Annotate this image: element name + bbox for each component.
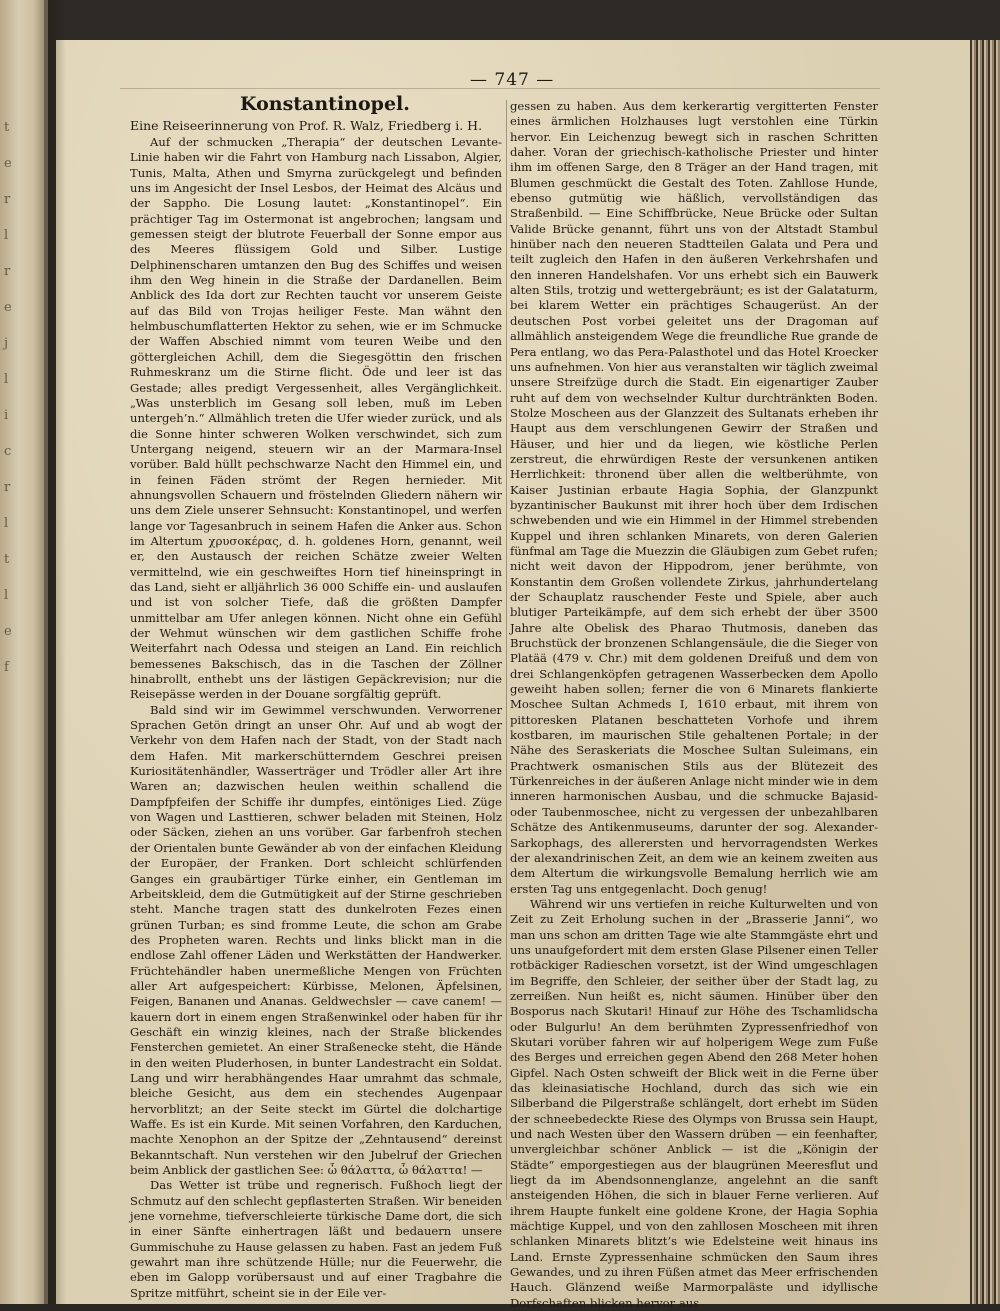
page-block-edge (970, 40, 1000, 1304)
page-number: — 747 — (470, 70, 555, 90)
facing-page-fragments: t e r l r e j l i c r l t l e f (4, 120, 12, 675)
paragraph: Das Wetter ist trübe und regnerisch. Fußhoch liegt der Schmutz auf den schlecht gepflasterten Straßen. Wir beneiden jene vornehme, tiefverschleierte türkische Dame dort, die sich in einer Sänfte einhertragen läßt und bedauern unsere Gummischuhe zu Hause gelassen zu haben. Fast an jedem Fuß gewahrt man ihre schützende Hülle; nur die Feuerwehr, die eben im Galopp vorübersaust und auf einer Tragbahre die Spritze mitführt, scheint sie in der Eile ver- (130, 1178, 502, 1300)
paragraph: Bald sind wir im Gewimmel verschwunden. Verworrener Sprachen Getön dringt an unser Ohr. Auf und ab wogt der Verkehr von dem Hafen nach der Stadt, von der Stadt nach dem Hafen. Mit markerschütterndem Geschrei preisen Kuriositätenhändler, Wasserträger und Trödler aller Art ihre Waren an; dazwischen heulen weithin schallend die Dampfpfeifen der Schiffe ihr dumpfes, eintöniges Lied. Züge von Wagen und Lasttieren, schwer beladen mit Steinen, Holz oder Säcken, ziehen an uns vorüber. Gar farbenfroh stechen der Orientalen bunte Gewänder ab von der einfachen Kleidung der Europäer, der Franken. Dort schleicht schlürfenden Ganges ein graubärtiger Türke einher, ein Gentleman im Arbeitskleid, dem die Gutmütigkeit auf der Stirne geschrieben steht. Manche tragen statt des dunkelroten Fezes einen grünen Turban; es sind fromme Leute, die schon am Grabe des Propheten waren. Rechts und links blickt man in die endlose Zahl offener Läden und Werkstätten der Handwerker. Früchtehändler haben unermeßliche Mengen von Früchten aller Art aufgespeichert: Kürbisse, Melonen, Äpfelsinen, Feigen, Bananen und Ananas. Geldwechsler — cave canem! — kauern dort in einem engen Straßenwinkel oder haben für ihr Geschäft ein winzig kleines, nach der Straße blickendes Fensterchen gemietet. An einer Straßenecke steht, die Hände in den weiten Pluderhosen, in bunter Landestracht ein Soldat. Lang und wirr herabhängendes Haar umrahmt das schmale, bleiche Gesicht, aus dem ein stechendes Augenpaar hervorblitzt; an der Seite steckt im Gürtel die dolchartige Waffe. Es ist ein Kurde. Mit seinen Vorfahren, den Karduchen, machte Xenophon an der Spitze der „Zehntausend“ dereinst Bekanntschaft. Nun verstehen wir den Jubelruf der Griechen beim Anblick der gastlichen See: ὦ θάλαττα, ὦ θάλαττα! — (130, 702, 502, 1178)
scan-top-border (56, 0, 1000, 40)
column-divider (506, 100, 507, 1200)
paragraph: Während wir uns vertiefen in reiche Kulturwelten und von Zeit zu Zeit Erholung suchen in der „Brasserie Janni“, wo man uns schon am dritten Tage wie alte Stammgäste ehrt und uns unaufgefordert mit dem ersten Glase Pilsener einen Teller rotbäckiger Radieschen vorsetzt, ist der Wind umgeschlagen im Begriffe, den Schleier, der seither über der Stadt lag, zu zerreißen. Nun heißt es, nicht säumen. Hinüber über den Bosporus nach Skutari! Hinauf zur Höhe des Tschamlidscha oder Bulgurlu! An dem berühmten Zypressenfriedhof von Skutari vorüber fahren wir auf holperigem Wege zum Fuße des Berges und erreichen gegen Abend den 268 Meter hohen Gipfel. Nach Osten schweift der Blick weit in die Ferne über das kleinasiatische Hochland, durch das sich wie ein Silberband die Pilgerstraße schlängelt, dort erhebt im Süden der schneebedeckte Riese des Olymps von Brussa sein Haupt, und nach Westen über den Wassern drüben — ein feenhafter, unvergleichbar schöner Anblick — ist die „Königin der Städte“ emporgestiegen aus der blaugrünen Meeresflut und liegt da im Abendsonnenglanze, angelehnt an die sanft ansteigenden Höhen, die sich in blauer Ferne verlieren. Auf ihrem Haupte funkelt eine goldene Krone, der Hagia Sophia mächtige Kuppel, und von den zahllosen Moscheen mit ihren schlanken Minarets blitzt’s wie Edelsteine weit hinaus ins Land. Ernste Zypressenhaine schmücken den Saum ihres Gewandes, und zu ihren Füßen atmet das Meer erfrischenden Hauch. Glänzend weiße Marmorpaläste und idyllische Dorfschaften blicken hervor aus (510, 896, 878, 1310)
gutter-shadow (44, 0, 66, 1304)
facing-page-edge (0, 0, 48, 1304)
text-column-left (130, 135, 502, 1300)
paragraph: Auf der schmucken „Therapia“ der deutschen Levante-Linie haben wir die Fahrt von Hamburg nach Lissabon, Algier, Tunis, Malta, Athen und Smyrna zurückgelegt und befinden uns im Angesicht der Insel Lesbos, der Heimat des Alcäus und der Sappho. Die Losung lautet: „Konstantinopel“. Ein prächtiger Tag im Ostermonat ist angebrochen; langsam und gemessen steigt der blutrote Feuerball der Sonne empor aus des Meeres flüssigem Gold und Silber. Lustige Delphinenscharen umtanzen den Bug des Schiffes und weisen ihm den Weg hinein in die Straße der Dardanellen. Beim Anblick des Ida dort zur Rechten taucht vor unserem Geiste auf das Bild von Trojas heiliger Feste. Man wähnt den helmbuschumflatterten Hektor zu sehen, wie er im Schmucke der Waffen Abschied nimmt vom teuren Weibe und den göttergleichen Achill, dem die Siegesgöttin den frischen Ruhmeskranz um die Stirne flicht. Öde und leer ist das Gestade; alles predigt Vergessenheit, alles Vergänglichkeit. „Was unsterblich im Gesang soll leben, muß im Leben untergeh’n.“ Allmählich treten die Ufer wieder zurück, und als die Sonne hinter schweren Wolken verschwindet, sich zum Untergang neigend, steuern wir an der Marmara-Insel vorüber. Bald hüllt pechschwarze Nacht den Himmel ein, und in feinen Fäden strömt der Regen hernieder. Mit ahnungsvollen Schauern und fröstelnden Gliedern nähern wir uns dem Ziele unserer Sehnsucht: Konstantinopel, und werfen lange vor Tagesanbruch in seinem Hafen die Anker aus. Schon im Altertum χρυσοκέρας, d. h. goldenes Horn, genannt, weil er, den Austausch der reichen Schätze zweier Welten vermittelnd, wie ein geschweiftes Horn tief hineinspringt in das Land, sieht er alljährlich 36 000 Schiffe ein- und auslaufen und ist von solcher Tiefe, daß die größten Dampfer unmittelbar am Ufer anlegen können. Nicht ohne ein Gefühl der Wehmut wünschen wir dem gastlichen Schiffe frohe Weiterfahrt nach Odessa und steigen an Land. Ein reichlich bemessenes Bakschisch, das in die Taschen der Zöllner hinabrollt, enthebt uns der lästigen Gepäckrevision; nur die Reisepässe werden in der Douane sorgfältig geprüft. (130, 135, 502, 702)
text-column-right (510, 99, 878, 1310)
article-title: Konstantinopel. (240, 93, 410, 115)
paragraph: gessen zu haben. Aus dem kerkerartig vergitterten Fenster eines ärmlichen Holzhauses lugt verstohlen eine Türkin hervor. Ein Leichenzug bewegt sich in raschen Schritten daher. Voran der griechisch-katholische Priester und hinter ihm im offenen Sarge, den 8 Träger an der Hand tragen, mit Blumen geschmückt die Gestalt des Toten. Zahllose Hunde, ebenso gutmütig wie häßlich, vervollständigen das Straßenbild. — Eine Schiffbrücke, Neue Brücke oder Sultan Valide Brücke genannt, führt uns von der Altstadt Stambul hinüber nach den neueren Stadtteilen Galata und Pera und teilt zugleich den Hafen in den äußeren Verkehrshafen und den inneren Handelshafen. Vor uns erhebt sich ein Bauwerk alten Stils, trotzig und wettergebräunt; es ist der Galataturm, bei klarem Wetter ein prächtiges Schaugerüst. An der deutschen Post vorbei geleitet uns der Dragoman auf allmählich ansteigendem Wege die freundliche Rue grande de Pera entlang, wo das Pera-Palasthotel und das Hotel Kroecker uns aufnehmen. Von hier aus veranstalten wir täglich zweimal unsere Streifzüge durch die Stadt. Ein eigenartiger Zauber ruht auf dem von wechselnder Kultur durchtränkten Boden. Stolze Moscheen aus der Glanzzeit des Sultanats erheben ihr Haupt aus dem verschlungenen Gewirr der Straßen und Häuser, und hier und da liegen, wie köstliche Perlen zerstreut, die ehrwürdigen Reste der versunkenen antiken Herrlichkeit: thronend über allen die weltberühmte, von Kaiser Justinian erbaute Hagia Sophia, der Glanzpunkt byzantinischer Baukunst mit ihrer hoch über dem Irdischen schwebenden und wie ein Himmel in der Himmel strebenden Kuppel und ihren schlanken Minarets, von deren Galerien fünfmal am Tage die Muezzin die Gläubigen zum Gebet rufen; nicht weit davon der Hippodrom, jener berühmte, von Konstantin dem Großen vollendete Zirkus, jahrhundertelang der Schauplatz rauschender Feste und Spiele, aber auch blutiger Parteikämpfe, auf dem sich erhebt der über 3500 Jahre alte Obelisk des Pharao Thutmosis, daneben das Bruchstück der bronzenen Schlangensäule, die die Sieger von Platää (479 v. Chr.) mit dem goldenen Dreifuß und dem von drei Schlangenköpfen getragenen Wasserbecken dem Apollo geweiht haben sollen; ferner die von 6 Minarets flankierte Moschee Sultan Achmeds I, 1610 erbaut, mit ihrem von pittoresken Platanen beschatteten Vorhofe und ihrem kostbaren, im maurischen Stile gehaltenen Portale; in der Nähe des Seraskeriats die Moschee Sultan Suleimans, ein Prachtwerk osmanischen Stils aus der Blütezeit des Türkenreiches in der äußeren Anlage nicht minder wie in dem inneren harmonischen Ausbau, und die schmucke Bajasid- oder Taubenmoschee, nicht zu vergessen der unbezahlbaren Schätze des Antikenmuseums, darunter der sog. Alexander-Sarkophags, des allerersten und hervorragendsten Werkes der alexandrinischen Zeit, an dem wie an keinem zweiten aus dem Altertum die wirkungsvolle Bemalung herrlich wie am ersten Tag uns entgegenlacht. Doch genug! (510, 99, 878, 896)
article-byline: Eine Reiseerinnerung von Prof. R. Walz, Friedberg i. H. (130, 118, 483, 133)
